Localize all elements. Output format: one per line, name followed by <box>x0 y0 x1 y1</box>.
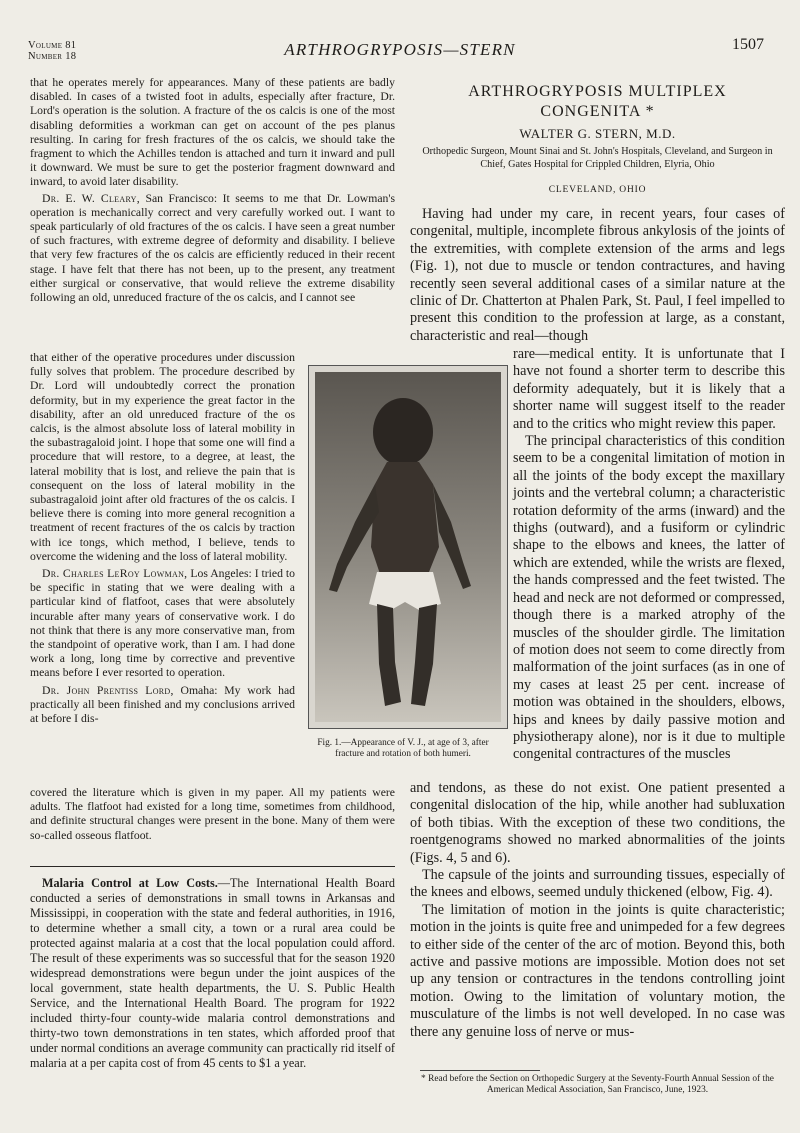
malaria-item <box>30 876 395 1071</box>
article-lower-column <box>410 780 785 1041</box>
cleary-text: It seems to me that Dr. Lowman's operation is mechanically correct and very carefully worked out. I want to speak particularly of old fractures of the os calcis. I have seen a great number of such fractures, with extreme degree of deformity and disability. I believe that very few fractures of the os calcis are efficiently reduced in their recent stage. I have felt that there has not been, up to the present, any treatment either surgical or conservative, that would relieve the extreme disability following an old, unreduced fracture of the os calcis, and I cannot see <box>30 191 396 305</box>
article-intro <box>410 206 785 345</box>
left-column-lower <box>30 786 395 843</box>
article-paragraph-1: Having had under my care, in recent years, four cases of congenital, multiple, incomplete fibrous ankylosis of the joints of the extremities, with complete extension of the arms and legs (Fig. 1), not due to muscle or tendon contractures, and having recently seen several additional cases of a similar nature at the clinic of Dr. Chatterton at Phalen Park, St. Paul, I feel impelled to present this condition to the profession at large, as a constant, characteristic and real—though <box>410 206 785 344</box>
speaker-lord: Dr. John Prentiss Lord, <box>42 683 174 697</box>
article-narrow-column <box>513 346 785 764</box>
discussion-paragraph-lord <box>30 684 295 727</box>
page-number: 1507 <box>732 36 764 53</box>
malaria-text: —The International Health Board conducted a series of demonstrations in small towns in Arkansas and Mississippi, in cooperation with the state and federal authorities, in 1916, to determine whether a small city, a town or a rural area could be protected against malaria at a cost that the local population could afford. The result of these experiments was so successful that for the season 1920 widespread demonstrations were begun under the joint auspices of the local government, state health departments, the U. S. Public Health Service, and the International Health Board. The program for 1922 included thirty-four county-wide malaria control demonstrations and thirty-two town demonstrations in ten states, which afforded proof that under normal conditions an average community can practically rid itself of malaria at a per capita cost of from 45 cents to $1 a year. <box>30 876 396 1070</box>
lord-text: Omaha: My work had practically all been finished and my conclusions arrived at before I dis- <box>30 683 295 726</box>
discussion-paragraph-lowman <box>30 567 295 681</box>
discussion-paragraph-1: that he operates merely for appearances. Many of these patients are badly disabled. In cases of a twisted foot in adults, especially after fracture, Dr. Lord's operation is the solution. A fracture of the os calcis is one of the most disabling deformities a workman can get on account of the pes planus resulting. In caring for fresh fractures of the os calcis, we should take the fragment to which the Achilles tendon is attached and turn it inward and pull it downward. We must be sure to get the posterior fragment downward and inward, to avoid later disability. <box>30 76 395 189</box>
article-title-line-2: CONGENITA * <box>540 103 655 120</box>
cleary-text-continued: that either of the operative procedures under discussion fully solves that problem. The procedure described by Dr. Lord will undoubtedly correct the pronation deformity, but in my experience the great factor in the disability, after an old unreduced fracture of the os calcis, is the almost absolute loss of lateral mobility in the subastragaloid joint. I hope that some one will find a procedure that will restore, to a degree, at least, the lateral mobility that is lost, and relieve the pain that is consequent on the loss of lateral mobility in the subastragaloid joint after old fractures of the os calcis. I believe there is coming into more general recognition a treatment of recent fractures of the os calcis by traction with ice tongs, which method, I believe, tends to overcome the widening and the loss of lateral mobility. <box>30 351 295 563</box>
running-title: ARTHROGRYPOSIS—STERN <box>284 40 516 59</box>
malaria-title: Malaria Control at Low Costs. <box>42 876 218 890</box>
issue-number: Number 18 <box>28 51 77 62</box>
left-column-narrow <box>30 351 295 726</box>
article-title-line-1: ARTHROGRYPOSIS MULTIPLEX <box>468 83 727 100</box>
section-divider <box>30 866 395 867</box>
figure-1-photo <box>308 365 508 729</box>
figure-1-caption: Fig. 1.—Appearance of V. J., at age of 3, after fracture and rotation of both humeri. <box>317 738 489 759</box>
lowman-text: Los Angeles: I tried to be specific in stating that we were dealing with a particular kind of flatfoot, cases that were absolutely incurable after many years of conservative work. I do not think that there is any more conservative man, from the standpoint of operative work, than I am. I had done work a long, long time by corrective and preventive means before I ever resorted to operation. <box>30 567 295 680</box>
left-column-top <box>30 76 395 305</box>
article-paragraph-3: The capsule of the joints and surrounding tissues, especially of the knees and elbows, seemed unduly thickened (elbow, Fig. 4). <box>410 867 785 901</box>
article-paragraph-2-continued: and tendons, as these do not exist. One patient presented a congenital dislocation of the hip, while another had subluxation of both tibias. With the exception of these two conditions, the roentgenograms showed no marked abnormalities of the joints (Figs. 4, 5 and 6). <box>410 780 785 866</box>
article-paragraph-1-continued: rare—medical entity. It is unfortunate that I have not found a shorter term to describe this deformity adequately, but it is likely that a shorter name will suggest itself to the reader and to the critics who might review this paper. <box>513 346 785 432</box>
discussion-paragraph-2 <box>30 192 395 306</box>
speaker-lowman: Dr. Charles LeRoy Lowman, <box>42 567 188 581</box>
malaria-paragraph <box>30 876 395 1071</box>
lord-text-continued: covered the literature which is given in my paper. All my patients were adults. The flatfoot had existed for a long time, sometimes from childhood, and definite structural changes were present in the bone. Many of them were so-called osseous flatfoot. <box>30 786 395 842</box>
article-paragraph-4: The limitation of motion in the joints is quite characteristic; motion in the joints is quite free and unimpeded for a few degrees to either side of the center of the arc of motion. Beyond this, both active and passive motions are impossible. Motion does not set up any tension or contractures in the tendons controlling joint motion. Owing to the limitation of voluntary motion, the musculature of the limbs is not well developed. In no case was there any genuine loss of nerve or mus- <box>410 901 785 1040</box>
article-paragraph-2: The principal characteristics of this condition seem to be a congenital limitation of motion in all the joints of the body except the maxillary joints and the vertebral column; a characteristic rotation deformity of the arms (inward) and the thighs (outward), and a fusiform or cylindric shape to the elbows and knees, the latter of which are extended, while the wrists are flexed, the hands compressed and the feet twisted. The head and neck are not deformed or compressed, though there is a marked atrophy of the muscles of the shoulder girdle. The limitation of motion does not seem to come directly from malformation of the joint surfaces (as in one of my cases at least 25 per cent. increase of motion was obtained in the shoulders, elbows, hips and knees by daily passive motion and physiotherapy alone), nor is it due to multiple congenital contractures of the muscles <box>513 433 785 763</box>
footnote-rule <box>420 1070 540 1071</box>
author-city: CLEVELAND, OHIO <box>548 185 647 195</box>
author-name: WALTER G. STERN, M.D. <box>519 126 676 141</box>
speaker-place: San Francisco: <box>139 191 223 205</box>
author-affiliation: Orthopedic Surgeon, Mount Sinai and St. John's Hospitals, Cleveland, and Surgeon in Chief, Gates Hospital for Crippled Children, Elyria, Ohio <box>422 146 773 170</box>
footnote: * Read before the Section on Orthopedic Surgery at the Seventy-Fourth Annual Session of the American Medical Association, San Francisco, June, 1923. <box>421 1074 774 1095</box>
article-title <box>410 82 785 122</box>
speaker-cleary: Dr. E. W. Cleary, <box>42 191 140 205</box>
child-photo-image <box>315 372 501 722</box>
volume-label: Volume 81 <box>28 40 77 51</box>
